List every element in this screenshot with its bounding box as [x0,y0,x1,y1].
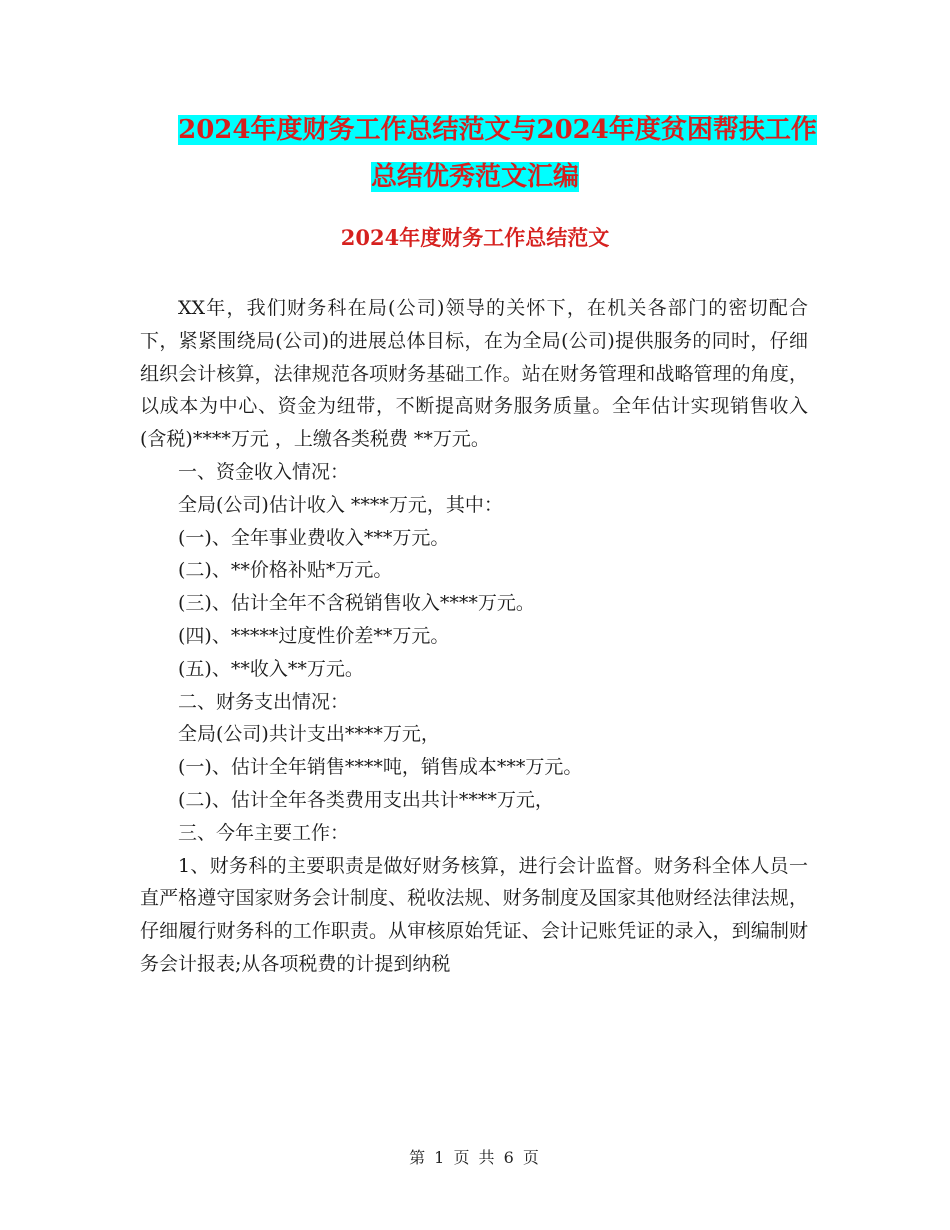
document-title-line-2 [0,152,950,202]
page-footer: 第 1 页 共 6 页 [409,1148,541,1167]
paragraph-income-item-2: (二)、**价格补贴*万元。 [178,559,393,582]
paragraph-heading-income: 一、资金收入情况： [178,460,350,483]
paragraph-expense-item-2: (二)、估计全年各类费用支出共计****万元， [178,788,554,811]
paragraph-work-item-1: 1、财务科的主要职责是做好财务核算，进行会计监督。财务科全体人员一直严格遵守国家财务会计制度、税收法规、财务制度及国家其他财经法律法规，仔细履行财务科的工作职责。从审核原始凭证、会计记账凭证的录入，到编制财务会计报表;从各项税费的计提到纳税 [140,854,808,975]
paragraph-intro: XX年，我们财务科在局(公司)领导的关怀下，在机关各部门的密切配合下，紧紧围绕局(公司)的进展总体目标，在为全局(公司)提供服务的同时，仔细组织会计核算，法律规范各项财务基础工作。站在财务管理和战略管理的角度，以成本为中心、资金为纽带，不断提高财务服务质量。全年估计实现销售收入(含税)****万元 ，上缴各类税费 **万元。 [140,297,808,451]
paragraph-income-item-1: (一)、全年事业费收入***万元。 [178,526,450,549]
paragraph-income-item-3: (三)、估计全年不含税销售收入****万元。 [178,592,535,615]
document-title-text-1: 2024年度财务工作总结范文与2024年度贫困帮扶工作 [178,115,817,145]
paragraph-heading-work: 三、今年主要工作： [178,821,350,844]
paragraph-total-expense: 全局(公司)共计支出****万元， [178,723,440,746]
document-body [140,292,808,981]
section-title: 2024年度财务工作总结范文 [340,225,610,250]
paragraph-total-income: 全局(公司)估计收入 ****万元，其中： [178,493,503,516]
paragraph-income-item-5: (五)、**收入**万元。 [178,657,364,680]
paragraph-expense-item-1: (一)、估计全年销售****吨，销售成本***万元。 [178,756,583,779]
document-title-text-2: 总结优秀范文汇编 [370,162,579,192]
paragraph-heading-expense: 二、财务支出情况： [178,690,350,713]
paragraph-income-item-4: (四)、*****过度性价差**万元。 [178,624,450,647]
document-title-line-1 [0,105,950,155]
